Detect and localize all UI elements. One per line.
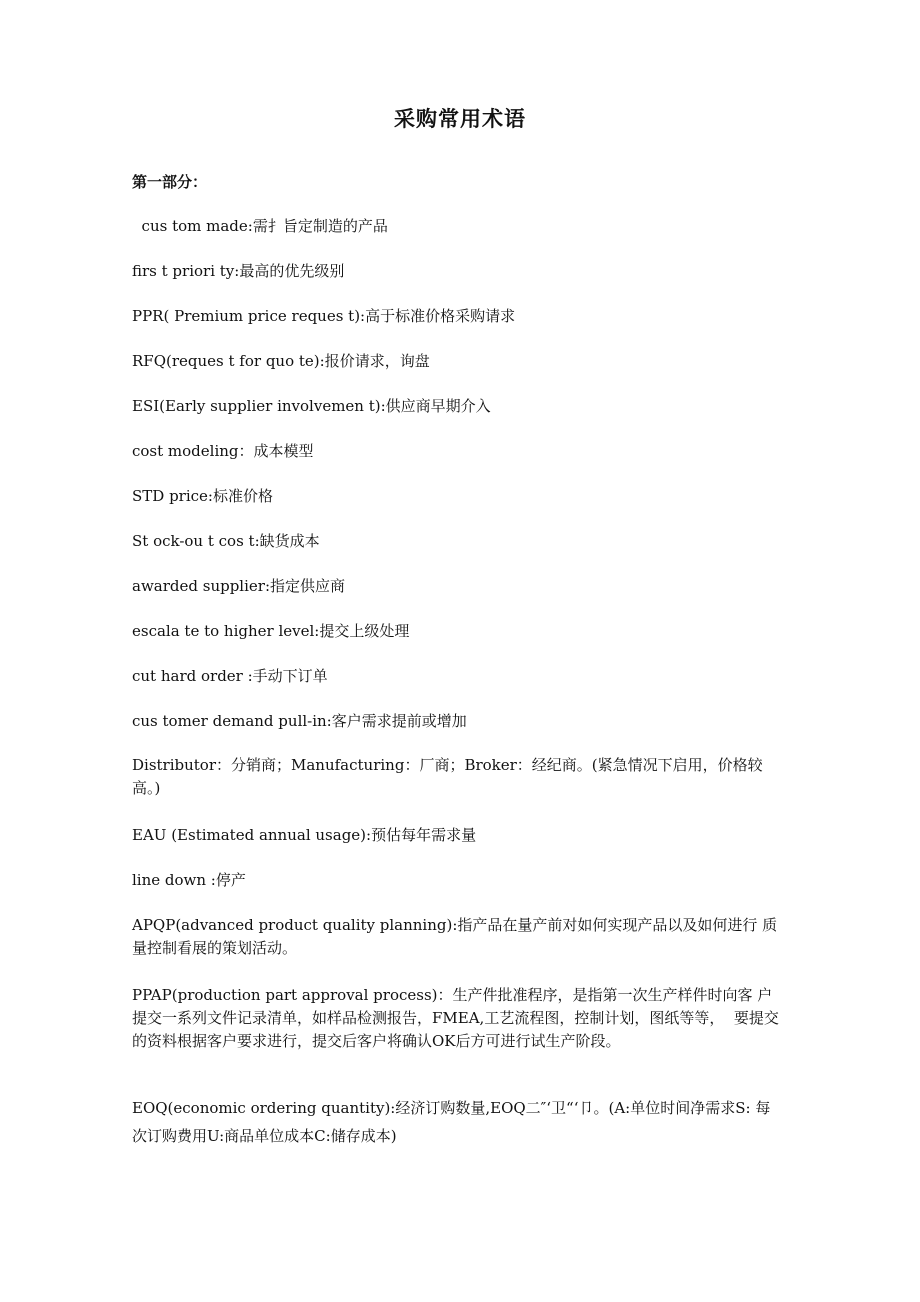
term-entry-first-priority: firs t priori ty:最高的优先级别: [132, 262, 345, 280]
term-entry-distributor: Distributor：分销商；Manufacturing：厂商；Broker：经纪商。(紧急情况下启用，价格较高。): [132, 756, 763, 797]
term-entry-std-price: STD price:标准价格: [132, 487, 273, 505]
term-entry-line-down: line down :停产: [132, 871, 246, 889]
term-entry-ppr: PPR( Premium price reques t):高于标准价格采购请求: [132, 307, 516, 325]
term-entry-esi: ESI(Early supplier involvemen t):供应商早期介入: [132, 397, 491, 415]
term-entry-custom-made: cus tom made:需扌旨定制造的产品: [132, 217, 388, 235]
section-heading: 第一部分：: [132, 173, 208, 191]
term-entry-cut-hard-order: cut hard order :手动下订单: [132, 667, 328, 685]
term-entry-stock-out-cost: St ock-ou t cos t:缺货成本: [132, 532, 320, 550]
term-entry-cost-modeling: cost modeling：成本模型: [132, 442, 314, 460]
term-entry-customer-demand: cus tomer demand pull-in:客户需求提前或增加: [132, 712, 467, 730]
term-entry-eoq: EOQ(economic ordering quantity):经济订购数量,EOQ二″‘卫“‘卩。(A:单位时间净需求S: 每次订购费用U:商品单位成本C:储存成本): [132, 1099, 771, 1145]
document-title: 采购常用术语: [394, 106, 526, 131]
term-entry-rfq: RFQ(reques t for quo te):报价请求，询盘: [132, 352, 430, 370]
term-entry-ppap: PPAP(production part approval process)：生产件批准程序，是指第一次生产样件时向客 户提交一系列文件记录清单，如样品检测报告，FMEA,工艺流程图，控制计划，图纸等等， 要提交的资料根据客户要求进行，提交后客户将确认OK后方可进行试生产阶段。: [132, 986, 779, 1050]
term-entry-escalate: escala te to higher level:提交上级处理: [132, 622, 410, 640]
term-entry-awarded-supplier: awarded supplier:指定供应商: [132, 577, 346, 595]
term-entry-apqp: APQP(advanced product quality planning):指产品在量产前对如何实现产品以及如何进行 质量控制看展的策划活动。: [132, 916, 778, 957]
term-entry-eau: EAU (Estimated annual usage):预估每年需求量: [132, 826, 477, 844]
